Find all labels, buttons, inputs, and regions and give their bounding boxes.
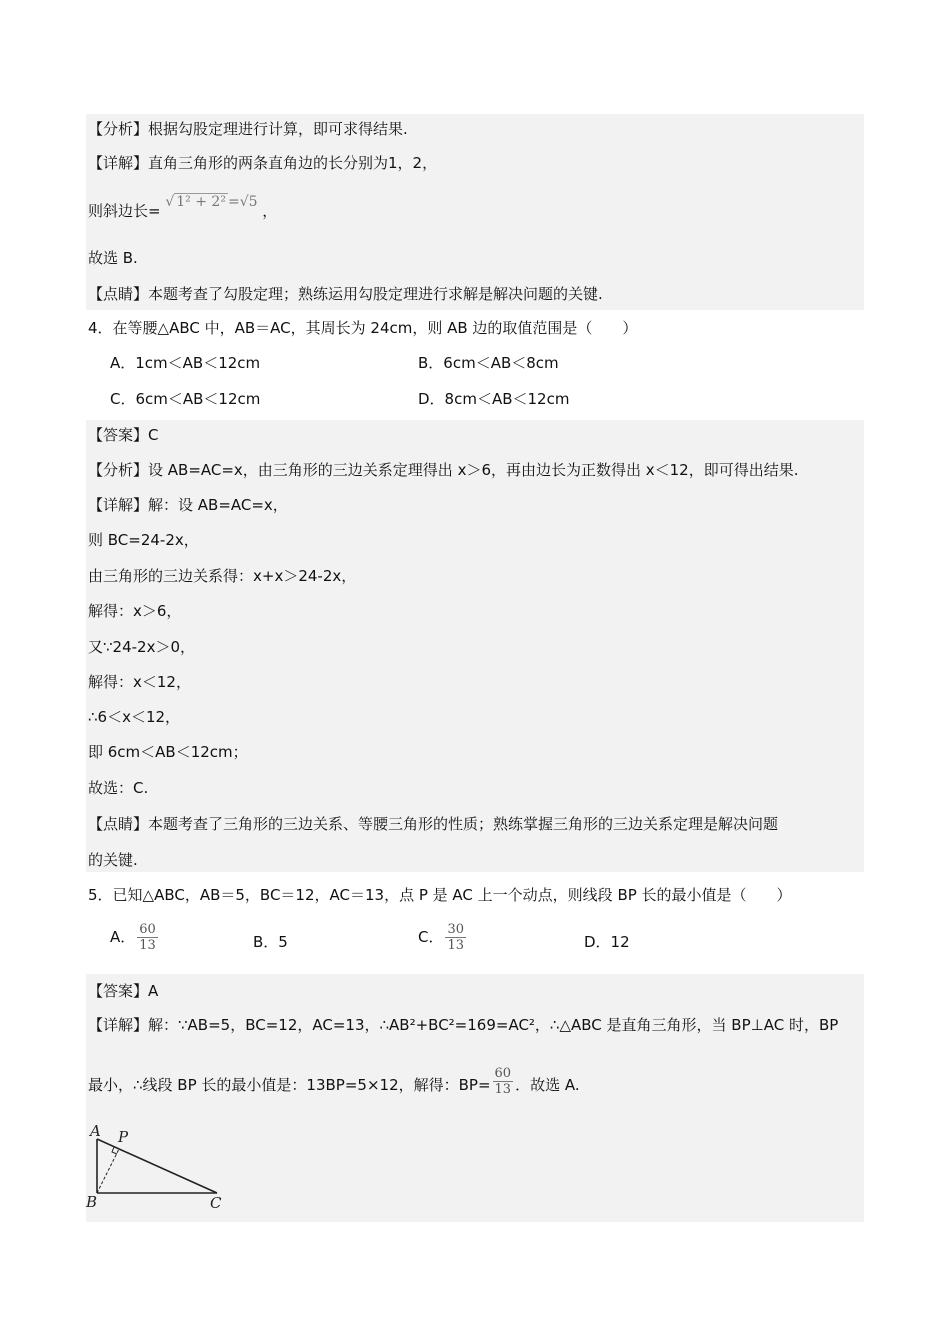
fraction-numerator: 30 (447, 922, 465, 937)
q4-step: 【详解】解：设 AB=AC=x， (88, 496, 288, 514)
q4-option-d: D．8cm＜AB＜12cm (418, 390, 570, 408)
q5-option-c-label: C． (418, 928, 444, 946)
q3-hyp-suffix: ， (262, 202, 278, 220)
q5-option-c-fraction (445, 922, 466, 953)
label-a: A (90, 1122, 101, 1140)
q5-detail-prefix: 最小，∴线段 BP 长的最小值是：13BP=5×12，解得：BP= (88, 1076, 491, 1094)
segment-bp (97, 1149, 119, 1193)
q4-option-a: A．1cm＜AB＜12cm (110, 354, 261, 372)
q3-hyp-result: √5 (239, 194, 258, 210)
label-c: C (210, 1194, 222, 1212)
q5-result-fraction (493, 1066, 514, 1097)
q5-option-a-fraction (137, 922, 158, 953)
fraction-denominator: 13 (447, 938, 465, 953)
q4-step: 又∵24-2x＞0， (88, 638, 196, 656)
side-ac (97, 1139, 217, 1193)
q3-hyp-radicand: 1² + 2² (176, 194, 226, 210)
fraction-denominator: 13 (139, 938, 156, 953)
q4-step: 解得：x＞6， (88, 602, 182, 620)
q5-option-d: D．12 (584, 933, 630, 951)
q5-triangle-figure (82, 1122, 262, 1222)
q4-comment-line2: 的关键. (88, 851, 138, 869)
q4-step: 即 6cm＜AB＜12cm； (88, 743, 248, 761)
q3-analysis: 【分析】根据勾股定理进行计算，即可求得结果. (88, 120, 408, 138)
q3-hyp-eq: = (227, 194, 240, 210)
q5-detail-line1: 【详解】解：∵AB=5，BC=12，AC=13，∴AB²+BC²=169=AC²，∴△ABC 是直角三角形，当 BP⊥AC 时，BP (88, 1016, 839, 1034)
q4-stem: 4．在等腰△ABC 中，AB＝AC，其周长为 24cm，则 AB 边的取值范围是（ ） (88, 319, 638, 337)
q3-hypotenuse-line (88, 194, 278, 223)
q3-detail: 【详解】直角三角形的两条直角边的长分别为1，2， (88, 154, 438, 172)
q3-choice: 故选 B. (88, 249, 138, 267)
q4-option-b: B．6cm＜AB＜8cm (418, 354, 559, 372)
q4-step: 解得：x＜12， (88, 673, 191, 691)
q5-option-a-label: A． (110, 928, 136, 946)
label-b: B (86, 1193, 98, 1211)
q4-step: 则 BC=24-2x， (88, 531, 199, 549)
q5-answer: 【答案】A (88, 982, 159, 1000)
q4-answer: 【答案】C (88, 426, 159, 444)
fraction-denominator: 13 (494, 1082, 512, 1097)
q5-detail-suffix: ．故选 A. (515, 1076, 580, 1094)
q4-analysis: 【分析】设 AB=AC=x，由三角形的三边关系定理得出 x＞6，再由边长为正数得出 x＜12，即可得出结果. (88, 461, 799, 479)
label-p: P (118, 1128, 129, 1146)
fraction-numerator: 60 (494, 1066, 512, 1081)
q4-step: ∴6＜x＜12， (88, 708, 181, 726)
q4-option-c: C．6cm＜AB＜12cm (110, 390, 261, 408)
q5-option-c (418, 922, 468, 953)
q4-solution-box (86, 420, 864, 872)
q4-comment-line1: 【点睛】本题考查了三角形的三边关系、等腰三角形的性质；熟练掌握三角形的三边关系定理是解决问题 (88, 815, 779, 833)
q3-hyp-radical: √ 1² + 2² =√5 (165, 194, 258, 210)
q5-stem: 5．已知△ABC，AB＝5，BC＝12，AC＝13，点 P 是 AC 上一个动点，则线段 BP 长的最小值是（ ） (88, 886, 792, 904)
fraction-numerator: 60 (139, 922, 156, 937)
q5-option-b: B．5 (253, 933, 288, 951)
q5-detail-line2 (88, 1066, 580, 1101)
q3-hyp-prefix: 则斜边长= (88, 202, 161, 220)
q3-comment: 【点睛】本题考查了勾股定理；熟练运用勾股定理进行求解是解决问题的关键. (88, 285, 603, 303)
q5-option-a (110, 922, 160, 953)
q4-step: 由三角形的三边关系得：x+x＞24-2x， (88, 567, 357, 585)
q4-step: 故选：C. (88, 779, 149, 797)
